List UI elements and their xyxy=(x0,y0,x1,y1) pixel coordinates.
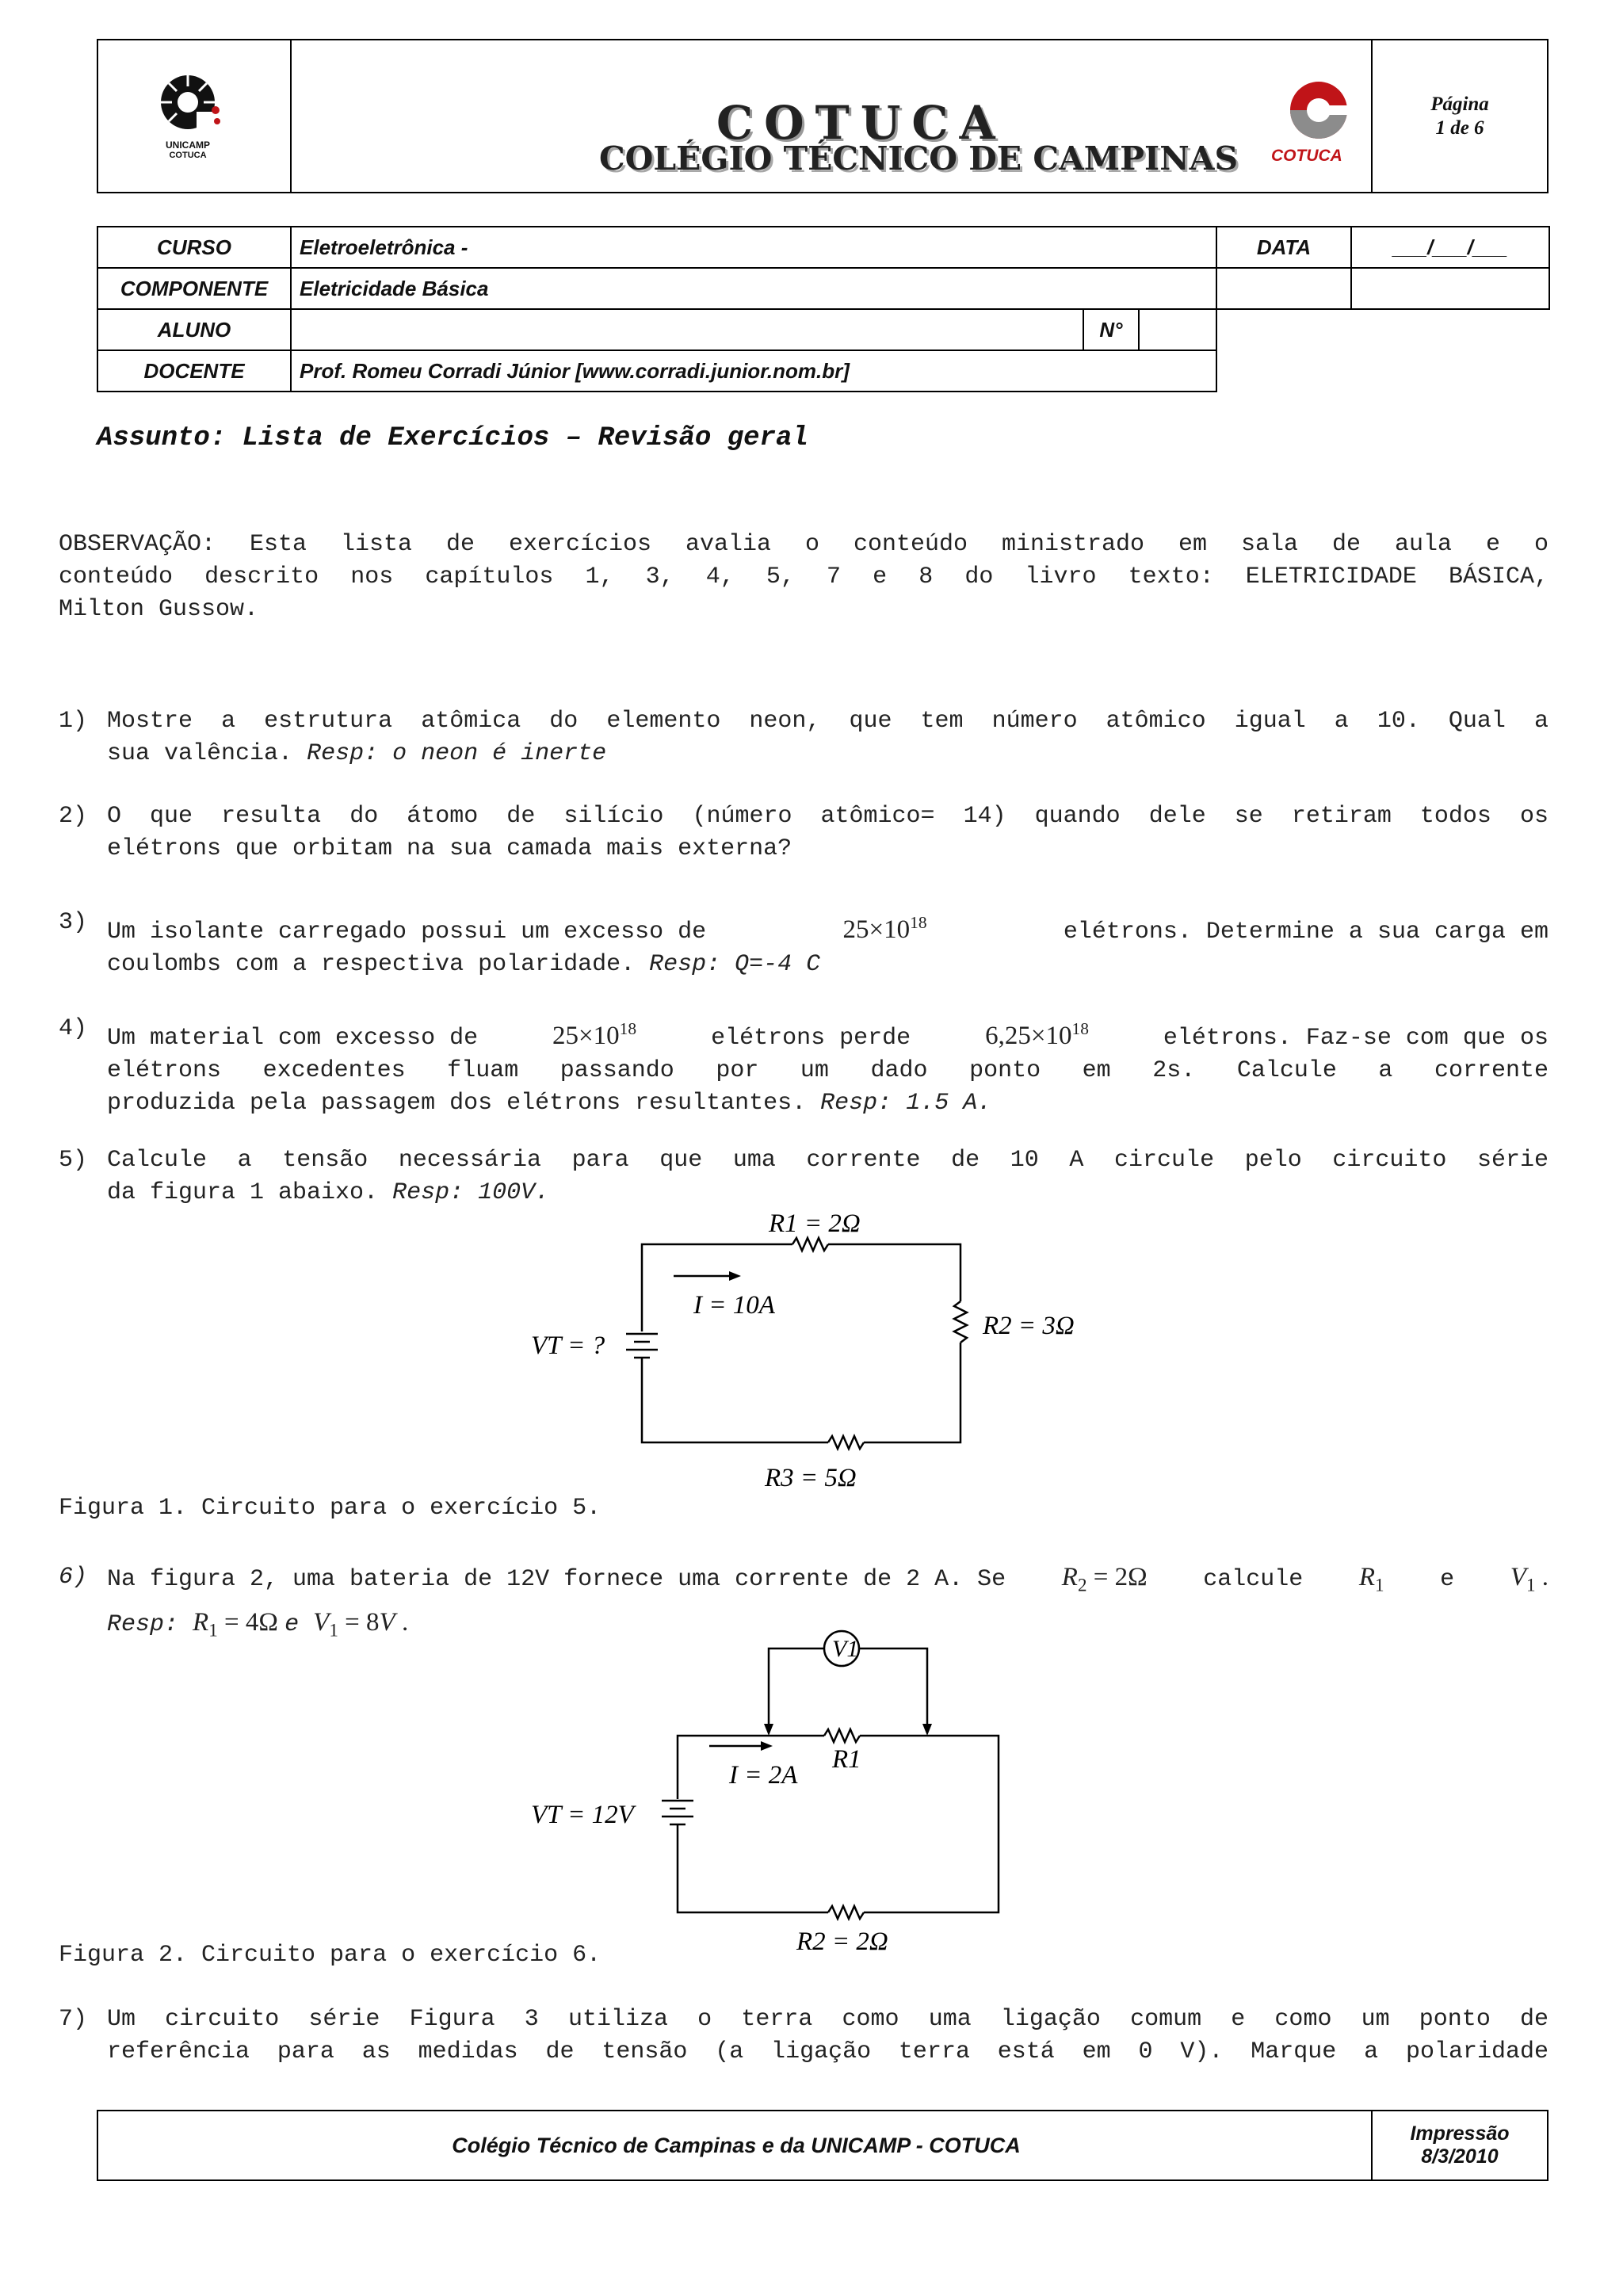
print-label: Impressão xyxy=(1410,2122,1510,2145)
curso-label: CURSO xyxy=(97,227,291,268)
table-row xyxy=(97,227,1549,268)
componente-value: Eletricidade Básica xyxy=(291,268,1216,309)
figure-2-current-label: I = 2A xyxy=(729,1761,798,1790)
document-header xyxy=(97,39,1549,193)
figure-1-current-label: I = 10A xyxy=(693,1291,775,1320)
table-row xyxy=(97,350,1549,392)
numero-value xyxy=(1139,309,1216,350)
page-value: 1 de 6 xyxy=(1435,117,1484,139)
unicamp-label: UNICAMP xyxy=(166,139,210,151)
subject-title: Assunto: Lista de Exercícios – Revisão geral xyxy=(97,423,808,453)
componente-label: COMPONENTE xyxy=(97,268,291,309)
document-footer xyxy=(97,2110,1549,2181)
footer-institution: Colégio Técnico de Campinas e da UNICAMP - COTUCA xyxy=(452,2133,1021,2157)
brand-subtitle: COLÉGIO TÉCNICO DE CAMPINAS xyxy=(599,139,1239,178)
data-empty-cell xyxy=(1216,268,1351,309)
page-label: Página xyxy=(1430,93,1489,115)
exercise-6: 6) Na figura 2, uma bateria de 12V fornece uma corrente de 2 A. Se $R_2 = 2\Omega$ calcule $R_1$ e $V_1$ . Resp: $R_1 = 4\Omega$ e $V_1 = 8V$ . xyxy=(59,1563,1549,1641)
figure-1-circuit xyxy=(507,1209,1109,1510)
exercise-2: 2) O que resulta do átomo de silício (número atômico= 14) quando dele se retiram todos os elétrons que orbitam na sua camada mais externa? xyxy=(59,803,1549,862)
unicamp-logo-icon xyxy=(98,40,288,195)
exercise-4: 4) Um material com excesso de $25\times 10^{18}$ elétrons perde $6,25\times 10^{18}$ elétrons. Faz-se com que os elétrons excedentes fluam passando por um dado ponto em 2s. Calcule a corrente produzida pela passagem dos elétrons resultantes. Resp: 1.5 A. xyxy=(59,1015,1549,1117)
figure-2-r2-label: R2 = 2Ω xyxy=(796,1927,888,1956)
numero-label: N° xyxy=(1083,309,1139,350)
table-row xyxy=(97,268,1549,309)
page-indicator xyxy=(1371,40,1547,192)
figure-1-r1-label: R1 = 2Ω xyxy=(769,1209,861,1238)
docente-value: Prof. Romeu Corradi Júnior [www.corradi.junior.nom.br] xyxy=(291,350,1216,392)
data-empty-cell-2 xyxy=(1351,268,1549,309)
print-date: 8/3/2010 xyxy=(1421,2145,1499,2168)
aluno-value xyxy=(291,309,1083,350)
unicamp-logo-cell xyxy=(98,40,292,192)
course-info-table xyxy=(97,226,1550,392)
figure-1-caption: Figura 1. Circuito para o exercício 5. xyxy=(59,1495,601,1522)
exercise-7: 7) Um circuito série Figura 3 utiliza o terra como uma ligação comum e como um ponto de referência para as medidas de tensão (a ligação terra está em 0 V). Marque a polaridade xyxy=(59,2006,1549,2065)
figure-2-voltmeter-label: V1 xyxy=(832,1636,859,1662)
table-row xyxy=(97,309,1549,350)
data-label: DATA xyxy=(1216,227,1351,268)
unicamp-cotuca-label: COTUCA xyxy=(169,151,207,160)
aluno-label: ALUNO xyxy=(97,309,291,350)
figure-2-r1-label: R1 xyxy=(832,1745,861,1774)
exercise-3: 3) Um isolante carregado possui um excesso de $25\times 10^{18}$ elétrons. Determine a sua carga em coulombs com a respectiva polaridade. Resp: Q=-4 C xyxy=(59,909,1549,978)
cotuca-logo-label: COTUCA xyxy=(1271,147,1342,165)
exercise-1: 1) Mostre a estrutura atômica do elemento neon, que tem número atômico igual a 10. Qual a sua valência. Resp: o neon é inerte xyxy=(59,708,1549,767)
curso-value: Eletroeletrônica - xyxy=(291,227,1216,268)
figure-2-voltage-label: VT = 12V xyxy=(531,1801,634,1829)
figure-1-r2-label: R2 = 3Ω xyxy=(983,1312,1075,1340)
figure-1-voltage-label: VT = ? xyxy=(531,1331,605,1360)
data-value: ___/___/___ xyxy=(1351,227,1549,268)
docente-label: DOCENTE xyxy=(97,350,291,392)
figure-2-caption: Figura 2. Circuito para o exercício 6. xyxy=(59,1942,601,1969)
print-info xyxy=(1371,2111,1547,2179)
exercise-5: 5) Calcule a tensão necessária para que uma corrente de 10 A circule pelo circuito série da figura 1 abaixo. Resp: 100V. xyxy=(59,1147,1549,1206)
figure-1-r3-label: R3 = 5Ω xyxy=(765,1464,857,1492)
observation-text: OBSERVAÇÃO: Esta lista de exercícios avalia o conteúdo ministrado em sala de aula e o conteúdo descrito nos capítulos 1, 3, 4, 5, 7 e 8 do livro texto: ELETRICIDADE BÁSICA, Milton Gussow. xyxy=(59,531,1549,623)
brand-title: COTUCA xyxy=(716,96,1006,150)
